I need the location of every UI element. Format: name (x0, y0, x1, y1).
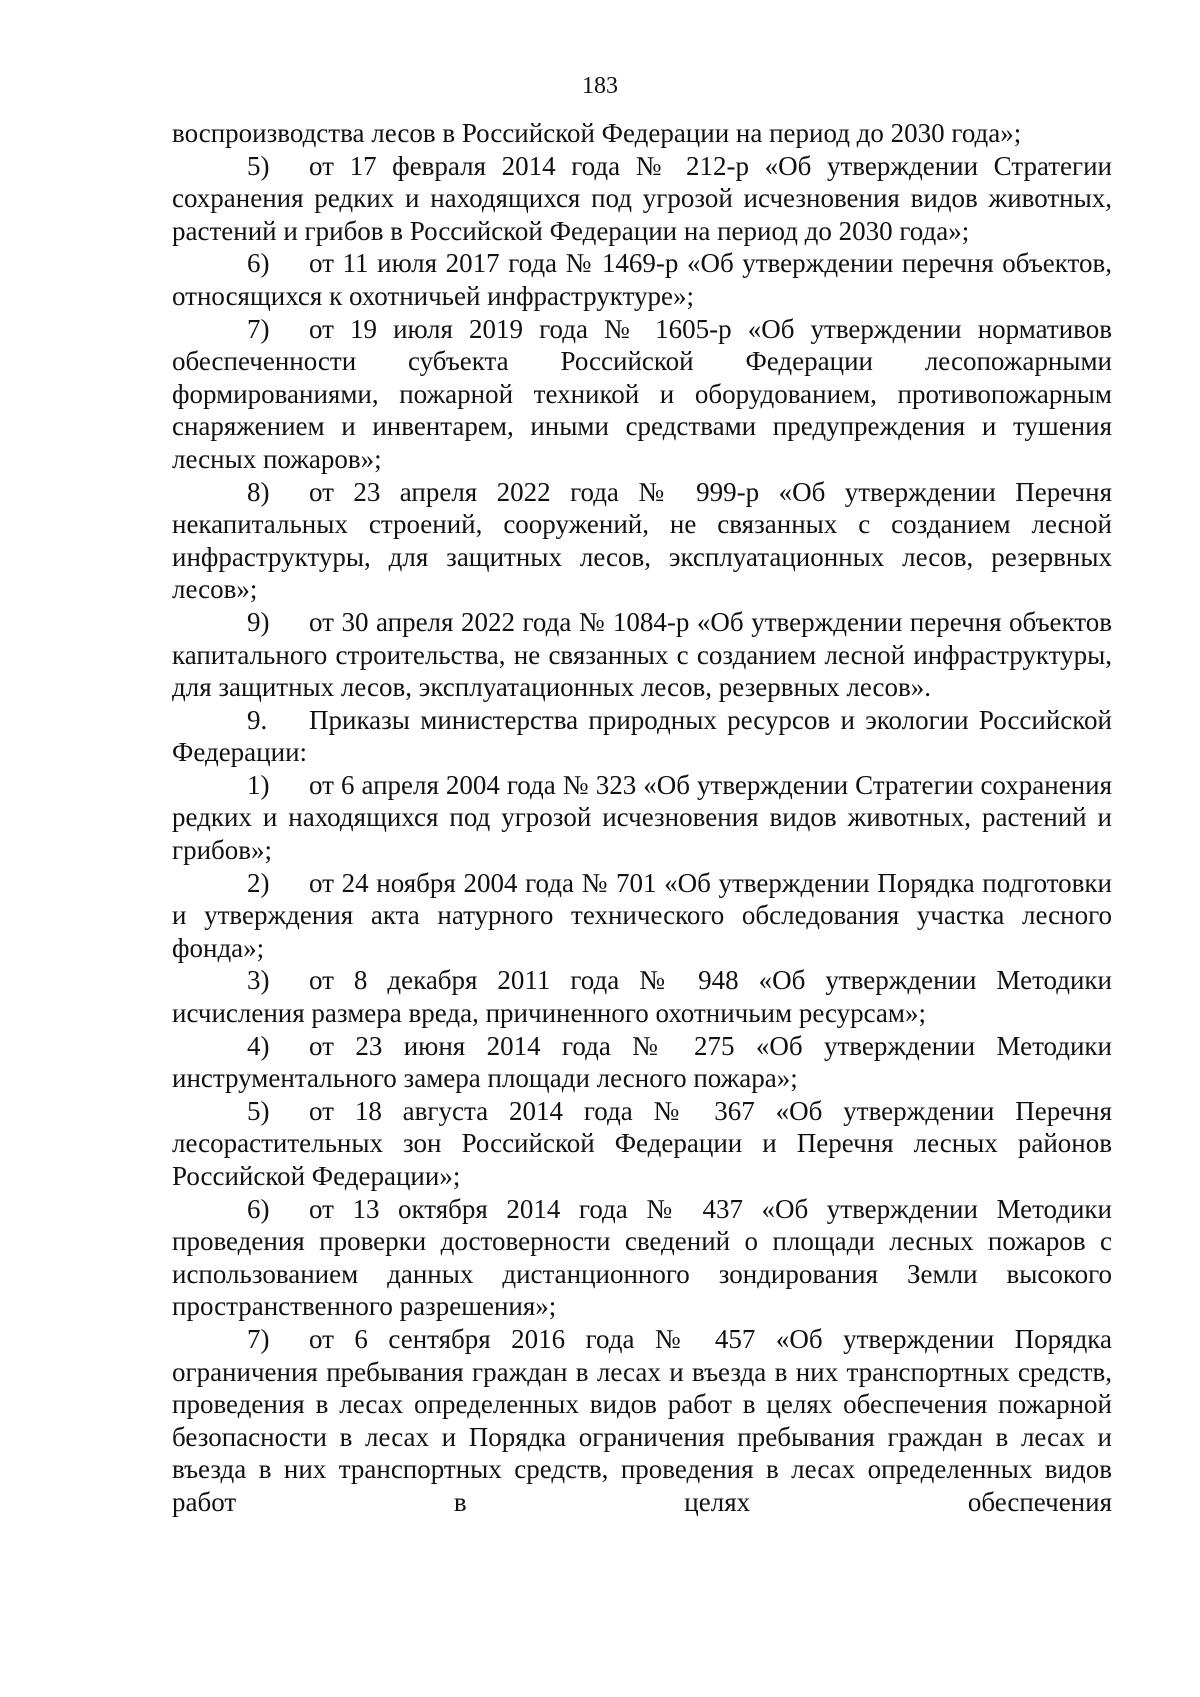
list-number: 9. (247, 704, 268, 735)
list-number: 6) (247, 248, 270, 279)
paragraph-text: воспроизводства лесов в Российской Федерации на период до 2030 года»; (172, 118, 1022, 148)
list-number: 9) (247, 606, 270, 637)
paragraph-text: от 24 ноября 2004 года № 701 «Об утверждении Порядка подготовки и утверждения акта натурного технического обследования участка лесного фонда»; (172, 867, 1112, 963)
paragraph (172, 476, 1112, 606)
paragraph (172, 1193, 1112, 1323)
paragraph (172, 1030, 1112, 1095)
paragraph-text: Приказы министерства природных ресурсов и экологии Российской Федерации: (172, 704, 1112, 768)
list-number: 6) (247, 1193, 270, 1224)
paragraph-text: от 23 апреля 2022 года № 999-р «Об утверждении Перечня некапитальных строений, сооружений, не связанных с созданием лесной инфраструктуры, для защитных лесов, эксплуатационных лесов, резервных лесов»; (172, 476, 1112, 605)
list-number: 4) (247, 1030, 270, 1061)
paragraph-text: от 23 июня 2014 года № 275 «Об утверждении Методики инструментального замера площади лесного пожара»; (172, 1030, 1112, 1094)
list-number: 3) (247, 965, 270, 996)
paragraph (172, 1323, 1112, 1519)
paragraph (172, 247, 1112, 312)
paragraph (172, 1095, 1112, 1193)
list-number: 5) (247, 150, 270, 181)
document-body (172, 117, 1112, 1519)
paragraph (172, 313, 1112, 476)
list-number: 1) (247, 769, 270, 800)
list-number: 7) (247, 1323, 270, 1354)
list-number: 7) (247, 313, 270, 344)
paragraph-text: от 19 июля 2019 года № 1605-р «Об утверждении нормативов обеспеченности субъекта Российской Федерации лесопожарными формированиями, пожарной техникой и оборудованием, противопожарным снаряжением и инвентарем, иными средствами предупреждения и тушения лесных пожаров»; (172, 313, 1112, 474)
paragraph (172, 964, 1112, 1029)
paragraph (172, 867, 1112, 965)
paragraph (172, 117, 1112, 150)
paragraph (172, 769, 1112, 867)
list-number: 2) (247, 867, 270, 898)
paragraph (172, 704, 1112, 769)
list-number: 8) (247, 476, 270, 507)
paragraph-text: от 13 октября 2014 года № 437 «Об утверждении Методики проведения проверки достоверности сведений о площади лесных пожаров с использованием данных дистанционного зондирования Земли высокого пространственного разрешения»; (172, 1193, 1112, 1322)
paragraph (172, 606, 1112, 704)
paragraph (172, 150, 1112, 248)
list-number: 5) (247, 1095, 270, 1126)
paragraph-text: от 30 апреля 2022 года № 1084-р «Об утверждении перечня объектов капитального строительства, не связанных с созданием лесной инфраструктуры, для защитных лесов, эксплуатационных лесов, резервных лесов». (172, 606, 1112, 703)
paragraph-text: от 6 сентября 2016 года № 457 «Об утверждении Порядка ограничения пребывания граждан в лесах и въезда в них транспортных средств, проведения в лесах определенных видов работ в целях обеспечения пожарной безопасности в лесах и Порядка ограничения пребывания граждан в лесах и въезда в них транспортных средств, проведения в лесах определенных видов работ в целях обеспечения (172, 1323, 1112, 1517)
paragraph-text: от 18 августа 2014 года № 367 «Об утверждении Перечня лесорастительных зон Российской Федерации и Перечня лесных районов Российской Федерации»; (172, 1095, 1112, 1191)
paragraph-text: от 6 апреля 2004 года № 323 «Об утверждении Стратегии сохранения редких и находящихся под угрозой исчезновения видов животных, растений и грибов»; (172, 769, 1112, 866)
paragraph-text: от 8 декабря 2011 года № 948 «Об утверждении Методики исчисления размера вреда, причиненного охотничьим ресурсам»; (172, 965, 1112, 1029)
paragraph-text: от 11 июля 2017 года № 1469-р «Об утверждении перечня объектов, относящихся к охотничьей инфраструктуре»; (172, 248, 1112, 311)
page-number: 183 (582, 73, 618, 99)
paragraph-text: от 17 февраля 2014 года № 212-р «Об утверждении Стратегии сохранения редких и находящихся под угрозой исчезновения видов животных, растений и грибов в Российской Федерации на период до 2030 года»; (172, 150, 1112, 246)
